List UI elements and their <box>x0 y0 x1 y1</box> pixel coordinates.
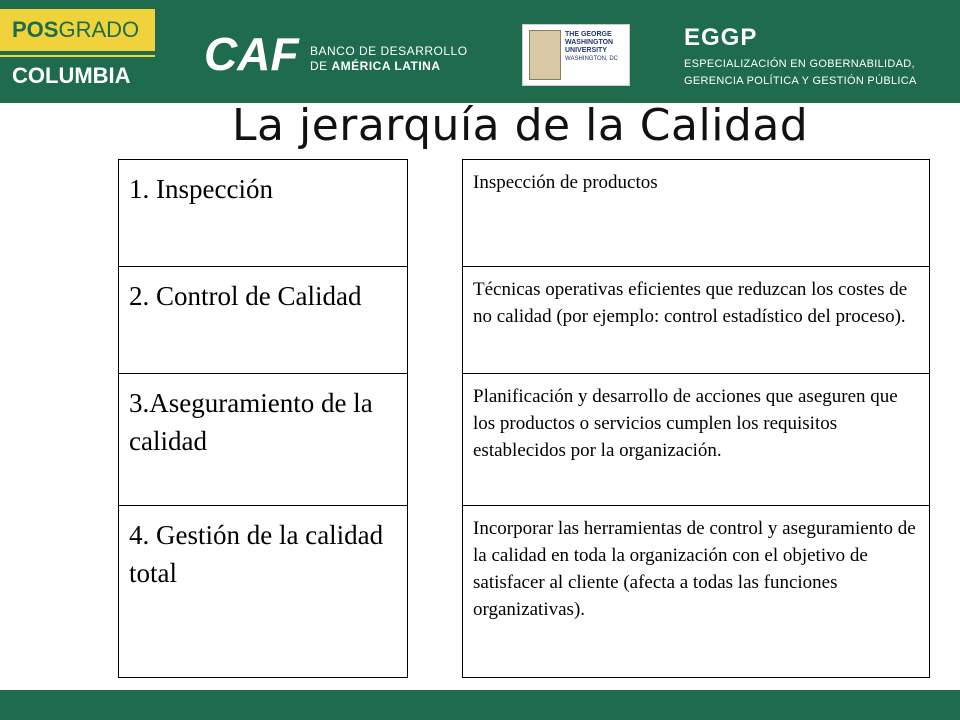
gwu-line4: WASHINGTON, DC <box>565 56 619 62</box>
eggp-subtitle <box>684 56 917 90</box>
level-cell: 4. Gestión de la calidad total <box>119 506 408 678</box>
description-cell: Técnicas operativas eficientes que reduzcan los costes de no calidad (por ejemplo: control estadístico del proceso). <box>463 267 930 374</box>
slide-title: La jerarquía de la Calidad <box>232 100 809 151</box>
hierarchy-levels-table <box>118 159 408 678</box>
gwu-line1: THE GEORGE <box>565 31 612 38</box>
caf-logo-icon <box>204 30 304 76</box>
caf-line2-bold: AMÉRICA LATINA <box>331 59 441 73</box>
header-banner <box>0 0 960 103</box>
level-cell: 3.Aseguramiento de la calidad <box>119 374 408 506</box>
caf-line2-prefix: DE <box>310 59 332 73</box>
caf-name <box>310 44 468 74</box>
description-cell: Planificación y desarrollo de acciones que aseguren que los productos o servicios cumplen los requisitos establecidos por la organización. <box>463 374 930 506</box>
caf-line1: BANCO DE DESARROLLO <box>310 44 468 58</box>
hierarchy-descriptions-table <box>462 159 930 678</box>
gwu-line3: UNIVERSITY <box>565 47 608 54</box>
posgrado-country: COLUMBIA <box>12 63 131 88</box>
gwu-logo <box>522 24 630 86</box>
level-cell: 1. Inspección <box>119 160 408 267</box>
description-cell: Incorporar las herramientas de control y aseguramiento de la calidad en toda la organización con el objetivo de satisfacer al cliente (afecta a todas las funciones organizativas). <box>463 506 930 678</box>
gwu-portrait-icon <box>529 30 561 80</box>
gwu-line2: WASHINGTON <box>565 39 614 46</box>
posgrado-logo <box>0 0 155 103</box>
caf-logo-text: CAF <box>204 30 299 76</box>
eggp-sub2: GERENCIA POLÍTICA Y GESTIÓN PÚBLICA <box>684 75 917 87</box>
level-cell: 2. Control de Calidad <box>119 267 408 374</box>
posgrado-light: GRADO <box>58 17 140 42</box>
description-cell: Inspección de productos <box>463 160 930 267</box>
footer-band <box>0 690 960 720</box>
posgrado-bold: POS <box>12 17 59 42</box>
eggp-sub1: ESPECIALIZACIÓN EN GOBERNABILIDAD, <box>684 58 915 70</box>
eggp-title: EGGP <box>684 24 758 51</box>
